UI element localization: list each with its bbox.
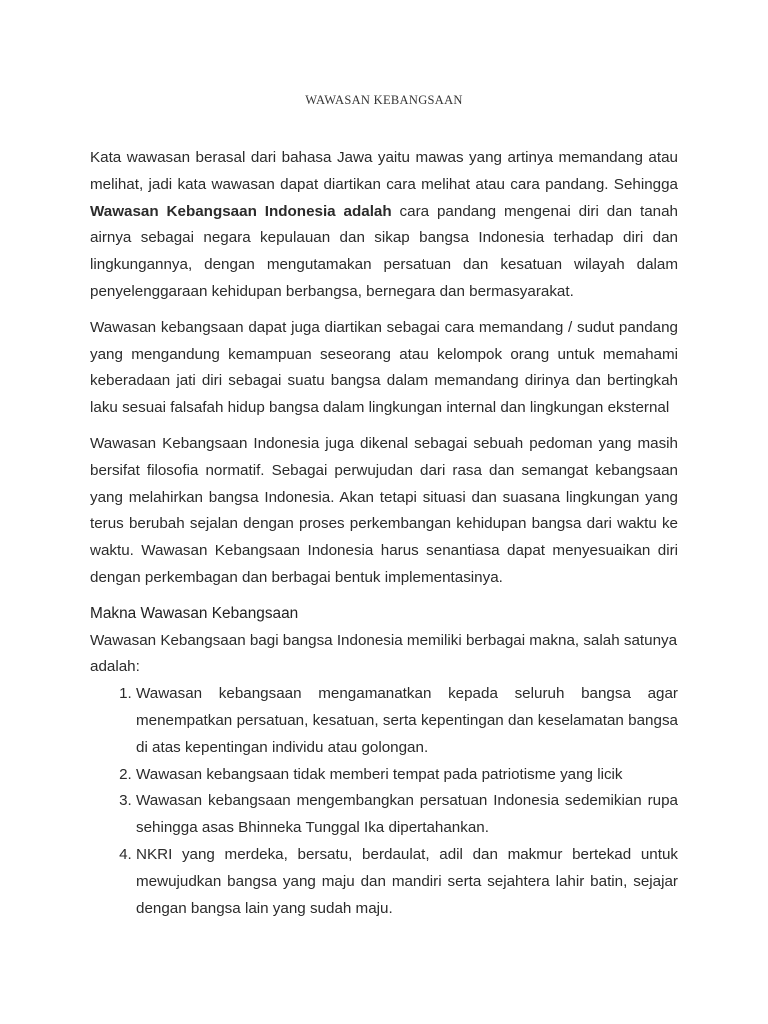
paragraph-definition-bold: Wawasan Kebangsaan Indonesia adalah xyxy=(90,202,392,220)
meaning-list xyxy=(90,681,678,922)
list-item: 2. Wawasan kebangsaan tidak memberi tempat pada patriotisme yang licik xyxy=(136,762,678,789)
paragraph-definition-end: cara pandang mengenai diri dan tanah airnya sebagai negara kepulauan dan sikap bangsa Indonesia terhadap diri dan lingkungannya, dengan mengutamakan persatuan dan kesatuan wilayah dalam penyelenggaraan kehidupan berbangsa, bernegara dan bermasyarakat. xyxy=(90,202,678,300)
list-item: 3. Wawasan kebangsaan mengembangkan persatuan Indonesia sedemikian rupa sehingga asas Bhinneka Tunggal Ika dipertahankan. xyxy=(136,788,678,842)
paragraph-definition-start: Kata wawasan berasal dari bahasa Jawa yaitu mawas yang artinya memandang atau melihat, jadi kata wawasan dapat diartikan cara melihat atau cara pandang. Sehingga xyxy=(90,149,678,193)
list-item: 4. NKRI yang merdeka, bersatu, berdaulat, adil dan makmur bertekad untuk mewujudkan bangsa yang maju dan mandiri serta sejahtera lahir batin, sejajar dengan bangsa lain yang sudah maju. xyxy=(136,842,678,922)
paragraph-definition xyxy=(90,145,678,306)
paragraph-alternate-definition: Wawasan kebangsaan dapat juga diartikan sebagai cara memandang / sudut pandang yang mengandung kemampuan seseorang atau kelompok orang untuk memahami keberadaan jati diri sebagai suatu bangsa dalam memandang dirinya dan bertingkah laku sesuai falsafah hidup bangsa dalam lingkungan internal dan lingkungan eksternal xyxy=(90,318,678,417)
document-title: WAWASAN KEBANGSAAN xyxy=(305,93,463,107)
section-heading: Makna Wawasan Kebangsaan xyxy=(90,604,299,622)
document-body xyxy=(90,145,678,922)
paragraph-philosophy: Wawasan Kebangsaan Indonesia juga dikenal sebagai sebuah pedoman yang masih bersifat filosofia normatif. Sebagai perwujudan dari rasa dan semangat kebangsaan yang melahirkan bangsa Indonesia. Akan tetapi situasi dan suasana lingkungan yang terus berubah sejalan dengan proses perkembangan kehidupan bangsa dari waktu ke waktu. Wawasan Kebangsaan Indonesia harus senantiasa dapat menyesuaikan diri dengan perkembagan dan berbagai bentuk implementasinya. xyxy=(90,434,678,586)
list-item: 1. Wawasan kebangsaan mengamanatkan kepada seluruh bangsa agar menempatkan persatuan, kesatuan, serta kepentingan dan keselamatan bangsa di atas kepentingan individu atau golongan. xyxy=(136,681,678,761)
section-intro: Wawasan Kebangsaan bagi bangsa Indonesia memiliki berbagai makna, salah satunya adalah: xyxy=(90,631,678,676)
